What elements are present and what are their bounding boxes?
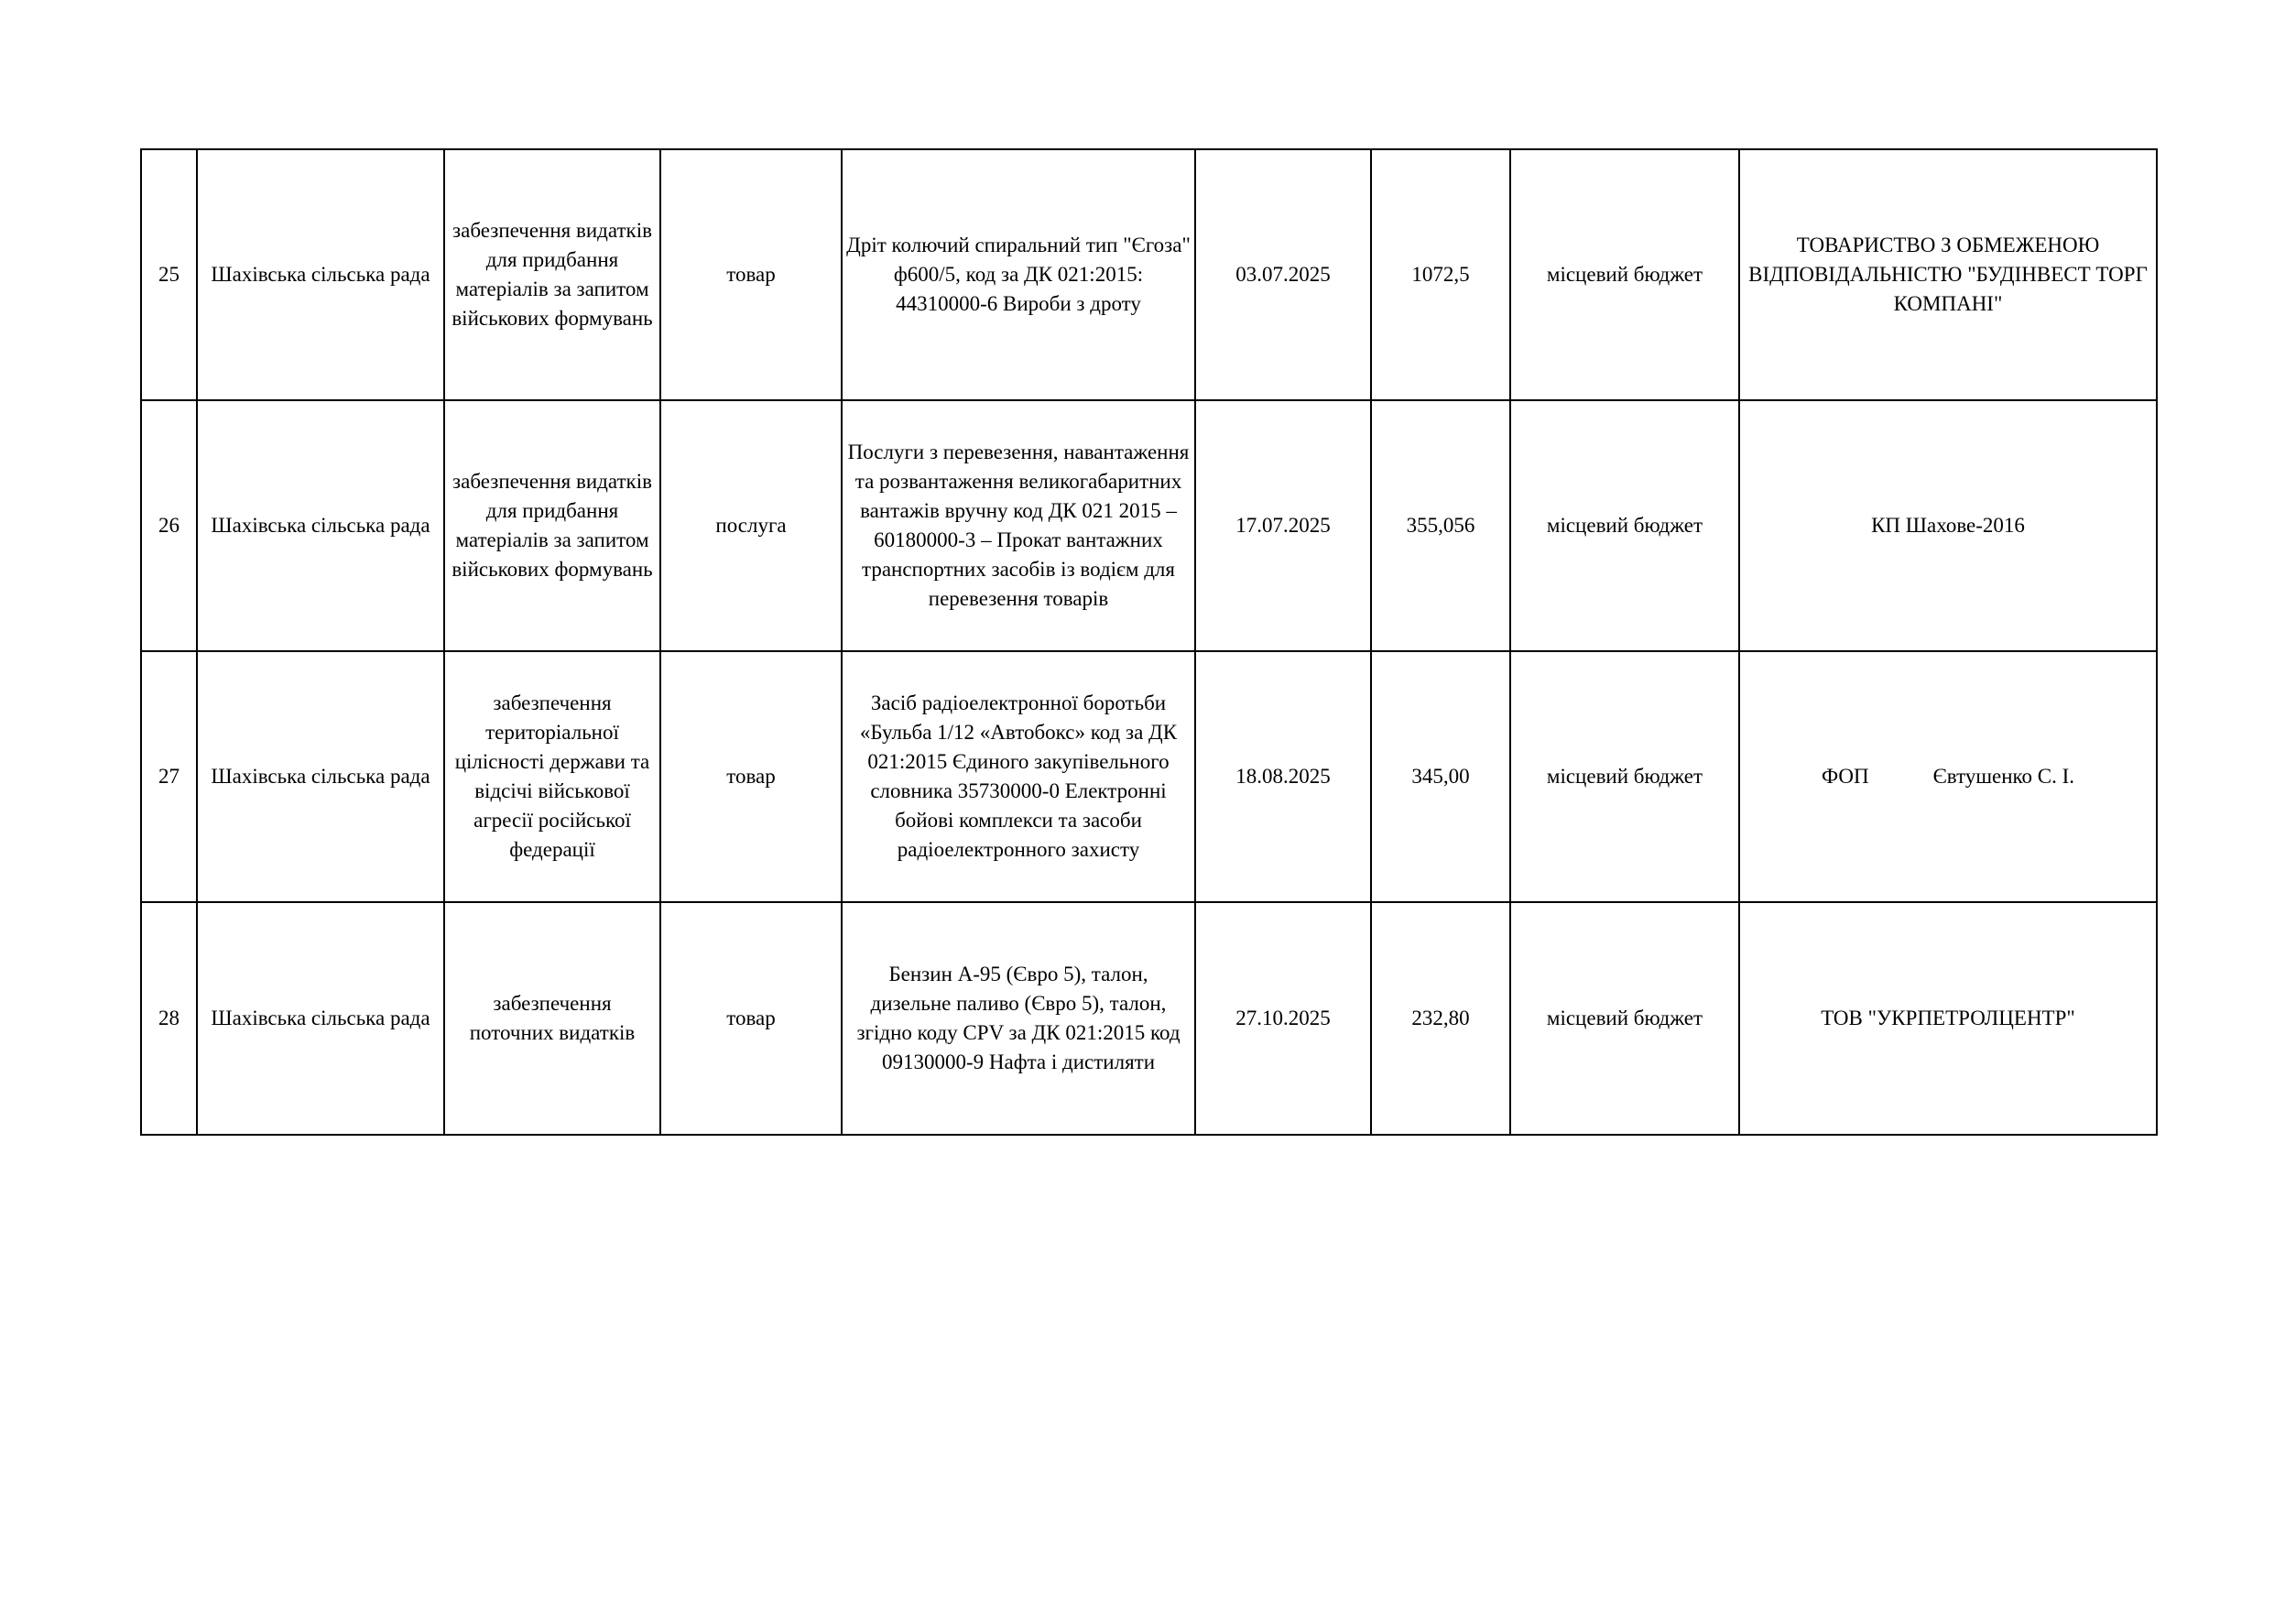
supplier-name: Євтушенко С. І.: [1932, 765, 2075, 788]
customer-cell: Шахівська сільська рада: [197, 651, 444, 902]
funding-source-cell: місцевий бюджет: [1510, 149, 1739, 400]
row-number: 28: [141, 902, 197, 1135]
funding-source-cell: місцевий бюджет: [1510, 902, 1739, 1135]
purpose-cell: забезпечення видатків для придбання матеріалів за запитом військових формувань: [444, 149, 660, 400]
customer-cell: Шахівська сільська рада: [197, 149, 444, 400]
type-cell: послуга: [660, 400, 842, 651]
row-number: 25: [141, 149, 197, 400]
amount-cell: 355,056: [1371, 400, 1510, 651]
amount-cell: 232,80: [1371, 902, 1510, 1135]
amount-cell: 1072,5: [1371, 149, 1510, 400]
date-cell: 03.07.2025: [1195, 149, 1371, 400]
customer-cell: Шахівська сільська рада: [197, 902, 444, 1135]
supplier-cell: ТОВАРИСТВО З ОБМЕЖЕНОЮ ВІДПОВІДАЛЬНІСТЮ "БУДІНВЕСТ ТОРГ КОМПАНІ": [1739, 149, 2157, 400]
type-cell: товар: [660, 902, 842, 1135]
subject-cell: Послуги з перевезення, навантаження та розвантаження великогабаритних вантажів вручну код ДК 021 2015 – 60180000-3 – Прокат вантажних транспортних засобів із водієм для перевезення товарів: [842, 400, 1195, 651]
table-row: [141, 400, 2157, 651]
supplier-split: [1822, 762, 2074, 791]
amount-cell: 345,00: [1371, 651, 1510, 902]
date-cell: 17.07.2025: [1195, 400, 1371, 651]
table-row: [141, 149, 2157, 400]
funding-source-cell: місцевий бюджет: [1510, 651, 1739, 902]
type-cell: товар: [660, 651, 842, 902]
date-cell: 27.10.2025: [1195, 902, 1371, 1135]
supplier-cell: ТОВ "УКРПЕТРОЛЦЕНТР": [1739, 902, 2157, 1135]
purpose-cell: забезпечення видатків для придбання матеріалів за запитом військових формувань: [444, 400, 660, 651]
customer-cell: Шахівська сільська рада: [197, 400, 444, 651]
subject-cell: Бензин А-95 (Євро 5), талон, дизельне паливо (Євро 5), талон, згідно коду CPV за ДК 021:2015 код 09130000-9 Нафта і дистиляти: [842, 902, 1195, 1135]
row-number: 27: [141, 651, 197, 902]
type-cell: товар: [660, 149, 842, 400]
subject-cell: Дріт колючий спиральний тип "Єгоза" ф600/5, код за ДК 021:2015: 44310000-6 Вироби з дроту: [842, 149, 1195, 400]
table-row: [141, 651, 2157, 902]
supplier-prefix: ФОП: [1821, 765, 1869, 788]
funding-source-cell: місцевий бюджет: [1510, 400, 1739, 651]
purpose-cell: забезпечення поточних видатків: [444, 902, 660, 1135]
purpose-cell: забезпечення територіальної цілісності держави та відсічі військової агресії російської федерації: [444, 651, 660, 902]
procurement-table: [140, 148, 2158, 1136]
supplier-cell: [1739, 651, 2157, 902]
row-number: 26: [141, 400, 197, 651]
table-row: [141, 902, 2157, 1135]
supplier-cell: КП Шахове-2016: [1739, 400, 2157, 651]
date-cell: 18.08.2025: [1195, 651, 1371, 902]
subject-cell: Засіб радіоелектронної боротьби «Бульба 1/12 «Автобокс» код за ДК 021:2015 Єдиного закупівельного словника 35730000-0 Електронні бойові комплекси та засоби радіоелектронного захисту: [842, 651, 1195, 902]
